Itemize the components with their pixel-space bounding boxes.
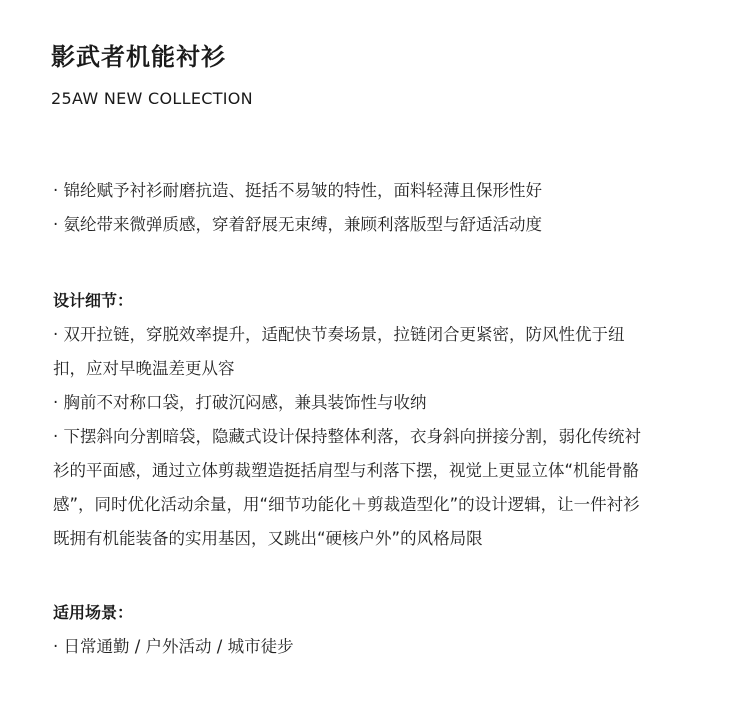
design-bullet-zipper-line: · 双开拉链，穿脱效率提升，适配快节奏场景，拉链闭合更紧密，防风性优于纽 [53, 325, 625, 344]
design-bullet-zipper [53, 318, 723, 386]
usage-scenes-heading: 适用场景： [53, 603, 134, 622]
usage-scenes-list: · 日常通勤 / 户外活动 / 城市徒步 [53, 637, 294, 656]
design-bullet-hem-line: 衫的平面感，通过立体剪裁塑造挺括肩型与利落下摆，视觉上更显立体“机能骨骼 [53, 461, 640, 480]
fabric-bullet-nylon: · 锦纶赋予衬衫耐磨抗造、挺括不易皱的特性，面料轻薄且保形性好 [53, 181, 542, 200]
design-details-heading: 设计细节： [53, 291, 134, 310]
design-bullet-hem-line: · 下摆斜向分割暗袋，隐藏式设计保持整体利落，衣身斜向拼接分割，弱化传统衬 [53, 427, 641, 446]
design-bullet-hem-line: 感”，同时优化活动余量，用“细节功能化＋剪裁造型化”的设计逻辑，让一件衬衫 [53, 495, 640, 514]
fabric-bullet-spandex: · 氨纶带来微弹质感，穿着舒展无束缚，兼顾利落版型与舒适活动度 [53, 215, 542, 234]
design-bullet-hem [53, 420, 723, 556]
fabric-intro-section [53, 174, 723, 242]
collection-subtitle: 25AW NEW COLLECTION [51, 89, 253, 108]
design-bullet-zipper-line: 扣，应对早晚温差更从容 [53, 359, 235, 378]
design-bullet-pocket-line: · 胸前不对称口袋，打破沉闷感，兼具装饰性与收纳 [53, 393, 427, 412]
design-bullet-hem-line: 既拥有机能装备的实用基因，又跳出“硬核户外”的风格局限 [53, 529, 483, 548]
design-details-section [53, 284, 723, 556]
page-title: 影武者机能衬衫 [51, 43, 226, 71]
design-bullet-pocket [53, 386, 723, 420]
usage-scenes-section [53, 596, 723, 664]
